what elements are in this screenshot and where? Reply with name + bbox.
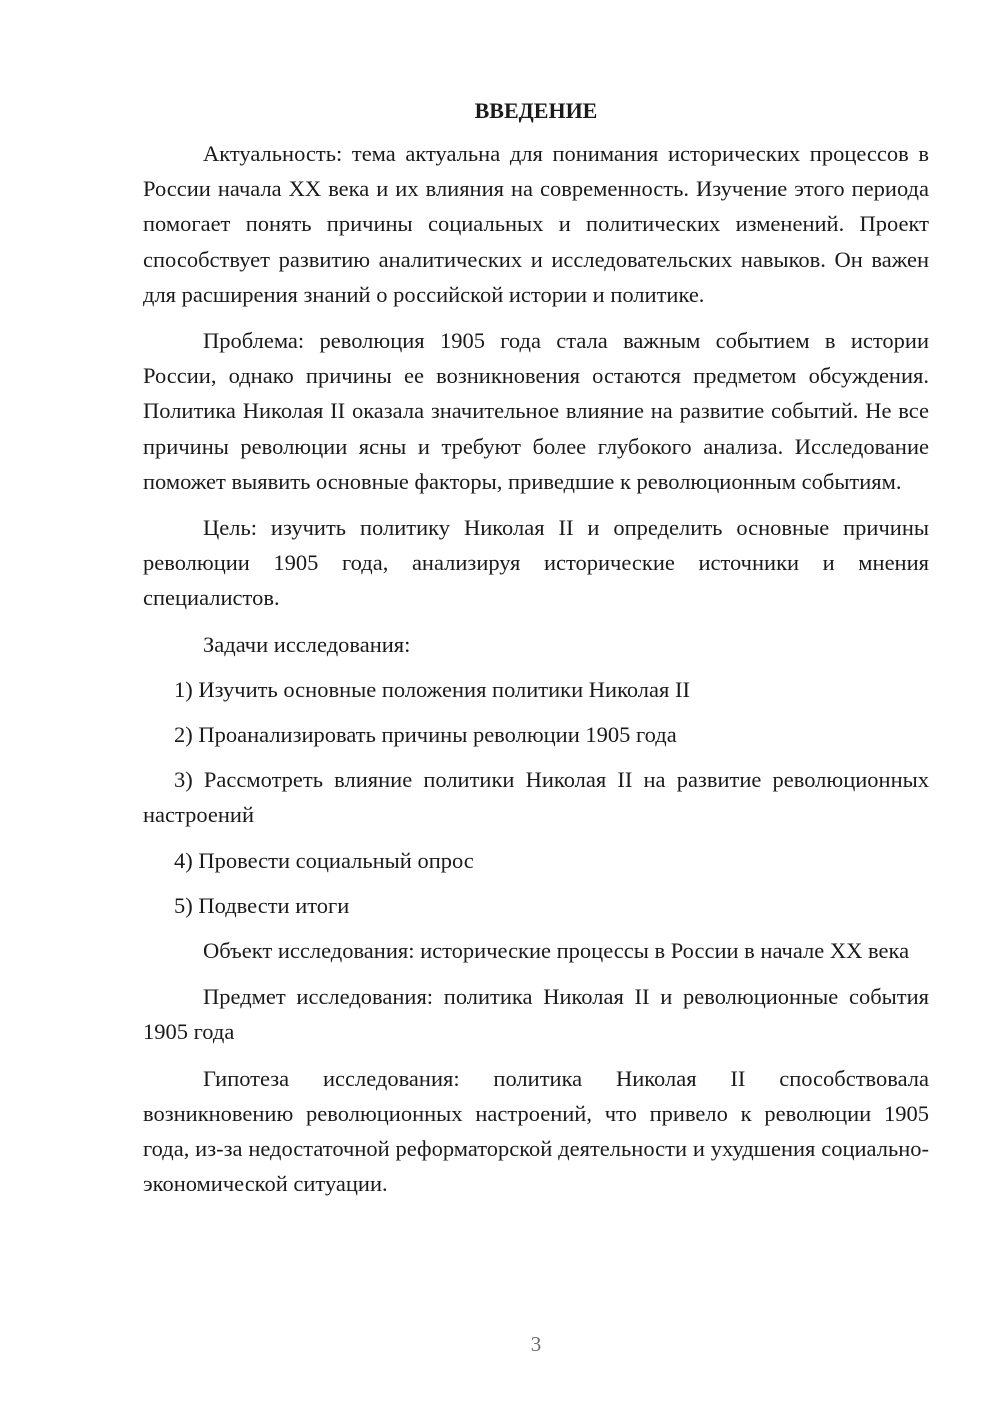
section-heading: ВВЕДЕНИЕ bbox=[474, 98, 598, 123]
task-item: 1) Изучить основные положения политики Николая II bbox=[174, 676, 690, 702]
task-item: 4) Провести социальный опрос bbox=[174, 847, 474, 873]
task-item: 3) Рассмотреть влияние политики Николая II на развитие революционных настроений bbox=[143, 767, 929, 828]
task-item: 2) Проанализировать причины революции 1905 года bbox=[174, 722, 677, 748]
object-paragraph: Объект исследования: исторические процессы в России в начале XX века bbox=[203, 938, 910, 964]
page-number: 3 bbox=[530, 1332, 542, 1356]
goal-paragraph: Цель: изучить политику Николая II и определить основные причины революции 1905 года, анализируя исторические источники и мнения специалистов. bbox=[143, 515, 929, 611]
tasks-title: Задачи исследования: bbox=[203, 631, 411, 657]
hypothesis-paragraph: Гипотеза исследования: политика Николая II способствовала возникновению революционных настроений, что привело к революции 1905 года, из-за недостаточной реформаторской деятельности и ухудшения социально-экономической ситуации. bbox=[143, 1065, 929, 1197]
problem-paragraph: Проблема: революция 1905 года стала важным событием в истории России, однако причины ее возникновения остаются предметом обсуждения. Политика Николая II оказала значительное влияние на развитие событий. Не все причины революции ясны и требуют более глубокого анализа. Исследование поможет выявить основные факторы, приведшие к революционным событиям. bbox=[143, 328, 929, 494]
subject-paragraph: Предмет исследования: политика Николая II и революционные события 1905 года bbox=[143, 984, 929, 1045]
page-content bbox=[143, 96, 929, 1212]
relevance-paragraph: Актуальность: тема актуальна для понимания исторических процессов в России начала XX века и их влияния на современность. Изучение этого периода помогает понять причины социальных и политических изменений. Проект способствует развитию аналитических и исследовательских навыков. Он важен для расширения знаний о российской истории и политике. bbox=[143, 141, 929, 307]
task-item: 5) Подвести итоги bbox=[174, 892, 350, 918]
